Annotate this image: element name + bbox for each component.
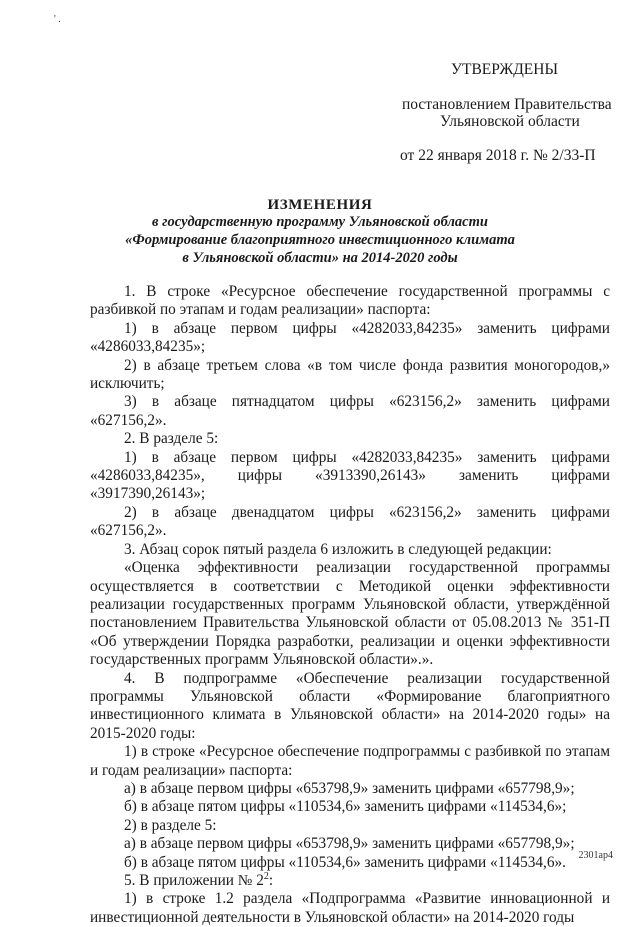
document-title: ИЗМЕНЕНИЯ — [267, 197, 373, 213]
paragraph-4: 4. В подпрограмме «Обеспечение реализации государственной программы Ульяновской области «Формирование благоприятного инвестиционного климата в Ульяновской области» на 2014-2020 годы» на 2015-2020 годы: — [90, 669, 610, 742]
paragraph-4-2-a: а) в абзаце первом цифры «653798,9» заменить цифрами «657798,9»; — [124, 835, 575, 853]
scan-marks: ' . — [54, 14, 61, 25]
paragraph-2-2: 2) в абзаце двенадцатом цифры «623156,2» заменить цифрами «627156,2». — [90, 503, 610, 540]
paragraph-4-2: 2) в разделе 5: — [124, 816, 217, 834]
title-line-3: в Ульяновской области» на 2014-2020 годы — [182, 250, 458, 266]
paragraph-1-3: 3) в абзаце пятнадцатом цифры «623156,2» заменить цифрами «627156,2». — [90, 393, 610, 429]
superscript-number: 2 — [263, 870, 269, 882]
paragraph-5 — [90, 872, 610, 890]
approval-heading: УТВЕРЖДЕНЫ — [451, 61, 558, 78]
paragraph-5-1: 1) в строке 1.2 раздела «Подпрограмма «Развитие инновационной и инвестиционной деятельности в Ульяновской области» на 2014-2020 годы — [90, 890, 610, 926]
paragraph-1-2: 2) в абзаце третьем слова «в том числе фонда развития моногородов,» исключить; — [90, 356, 610, 393]
paragraph-1: 1. В строке «Ресурсное обеспечение государственной программы с разбивкой по этапам и годам реализации» паспорта: — [90, 283, 610, 319]
title-line-1: в государственную программу Ульяновской области — [152, 214, 488, 230]
title-line-2: «Формирование благоприятного инвестиционного климата — [125, 232, 515, 248]
approval-line-2: Ульяновской области — [440, 113, 580, 130]
paragraph-5-text: 5. В приложении № 2 — [124, 872, 264, 889]
page-footer-code: 2301ap4 — [578, 850, 613, 861]
paragraph-3-quote: «Оценка эффективности реализации государственной программы осуществляется в соответствии с Методикой оценки эффективности реализации государственных программ Ульяновской области, утверждённой постановлением Правительства Ульяновской области от 05.08.2013 № 351-П «Об утверждении Порядка разработки, реализации и оценки эффективности государственных программ Ульяновской области».». — [90, 559, 610, 669]
paragraph-3: 3. Абзац сорок пятый раздела 6 изложить в следующей редакции: — [124, 540, 552, 558]
paragraph-4-1-a: а) в абзаце первом цифры «653798,9» заменить цифрами «657798,9»; — [124, 779, 575, 797]
paragraph-4-2-b: б) в абзаце пятом цифры «110534,6» заменить цифрами «114534,6». — [124, 853, 566, 871]
paragraph-2: 2. В разделе 5: — [124, 430, 219, 448]
paragraph-1-1: 1) в абзаце первом цифры «4282033,84235» заменить цифрами «4286033,84235»; — [90, 319, 610, 356]
approval-line-1: постановлением Правительства — [402, 96, 612, 113]
document-body — [90, 283, 610, 927]
approval-date: от 22 января 2018 г. № 2/33-П — [400, 147, 596, 164]
paragraph-5-colon: : — [268, 872, 274, 889]
paragraph-4-1: 1) в строке «Ресурсное обеспечение подпрограммы с разбивкой по этапам и годам реализации» паспорта: — [90, 743, 610, 779]
paragraph-4-1-b: б) в абзаце пятом цифры «110534,6» заменить цифрами «114534,6»; — [124, 798, 567, 816]
paragraph-2-1: 1) в абзаце первом цифры «4282033,84235» заменить цифрами «4286033,84235», цифры «3913390,26143» заменить цифрами «3917390,26143»; — [90, 448, 610, 503]
